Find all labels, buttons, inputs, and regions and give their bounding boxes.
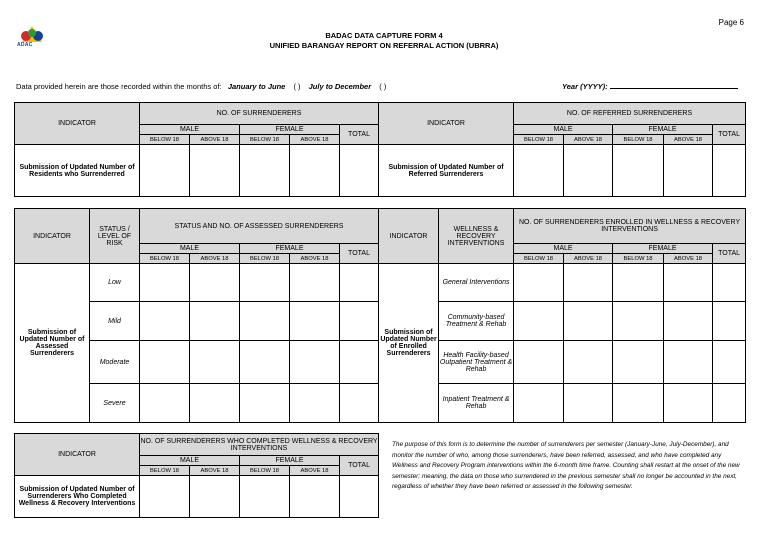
entry-cell[interactable] (190, 476, 240, 518)
male-header: MALE (140, 456, 240, 466)
indicator-header: INDICATOR (15, 103, 140, 145)
entry-cell[interactable] (664, 341, 713, 384)
completed-surrenderers-label: Submission of Updated Number of Surrenderers Who Completed Wellness & Recovery Interventions (15, 476, 140, 518)
entry-cell[interactable] (290, 145, 340, 197)
entry-cell[interactable] (664, 264, 713, 302)
entry-cell[interactable] (140, 476, 190, 518)
female-header: FEMALE (613, 244, 713, 254)
intervention-community: Community-based Treatment & Rehab (439, 302, 514, 341)
entry-cell[interactable] (190, 264, 240, 302)
total-header: TOTAL (340, 125, 379, 145)
female-header: FEMALE (613, 125, 713, 135)
below18-header: BELOW 18 (140, 254, 190, 264)
above18-header: ABOVE 18 (290, 466, 340, 476)
entry-cell[interactable] (664, 302, 713, 341)
entry-cell[interactable] (190, 145, 240, 197)
entry-cell[interactable] (290, 264, 340, 302)
entry-cell[interactable] (240, 341, 290, 384)
below18-header: BELOW 18 (240, 135, 290, 145)
entry-cell[interactable] (564, 341, 613, 384)
entry-cell[interactable] (514, 384, 564, 423)
entry-cell[interactable] (340, 341, 379, 384)
purpose-note: The purpose of this form is to determine the number of surrenderers per semester (January-June, July-December), and monitor the number of who, among those surrenderers, have been referred, assessed, and who have completed any Wellness and Recovery Program interventions within the 6-month time frame. Counting shall restart at the onset of the new semester; meaning, the data on those who surrendered in the previous semester shall no longer be accounted in the next, regardless of whether they have been referred or assessed in the following semester. (392, 441, 740, 490)
residents-surrendered-label: Submission of Updated Number of Residents who Surrenderred (15, 145, 140, 197)
entry-cell[interactable] (713, 384, 746, 423)
surrenderers-header: NO. OF SURRENDERERS (140, 103, 379, 125)
year-label: Year (YYYY): (562, 82, 608, 91)
risk-level-low: Low (90, 264, 140, 302)
intervention-health-facility: Health Facility-based Outpatient Treatment & Rehab (439, 341, 514, 384)
assessed-header: STATUS AND NO. OF ASSESSED SURRENDERERS (140, 209, 379, 244)
entry-cell[interactable] (290, 476, 340, 518)
above18-header: ABOVE 18 (290, 254, 340, 264)
entry-cell[interactable] (514, 302, 564, 341)
entry-cell[interactable] (340, 384, 379, 423)
logo-text: ADAC (17, 42, 33, 48)
above18-header: ABOVE 18 (564, 254, 613, 264)
indicator-header: INDICATOR (15, 434, 140, 476)
above18-header: ABOVE 18 (564, 135, 613, 145)
entry-cell[interactable] (290, 384, 340, 423)
entry-cell[interactable] (340, 476, 379, 518)
entry-cell[interactable] (190, 341, 240, 384)
entry-cell[interactable] (140, 341, 190, 384)
total-header: TOTAL (713, 244, 746, 264)
entry-cell[interactable] (713, 145, 746, 197)
entry-cell[interactable] (613, 341, 664, 384)
female-header: FEMALE (240, 244, 340, 254)
entry-cell[interactable] (140, 264, 190, 302)
risk-level-moderate: Moderate (90, 341, 140, 384)
entry-cell[interactable] (514, 145, 564, 197)
entry-cell[interactable] (713, 302, 746, 341)
entry-cell[interactable] (140, 384, 190, 423)
above18-header: ABOVE 18 (664, 254, 713, 264)
option-jan-jun: January to June (227, 82, 286, 91)
above18-header: ABOVE 18 (664, 135, 713, 145)
entry-cell[interactable] (613, 302, 664, 341)
form-title: BADAC DATA CAPTURE FORM 4 (325, 31, 443, 40)
intervention-inpatient: Inpatient Treatment & Rehab (439, 384, 514, 423)
below18-header: BELOW 18 (140, 135, 190, 145)
total-header: TOTAL (713, 125, 746, 145)
entry-cell[interactable] (713, 341, 746, 384)
entry-cell[interactable] (514, 264, 564, 302)
entry-cell[interactable] (240, 145, 290, 197)
entry-cell[interactable] (340, 145, 379, 197)
entry-cell[interactable] (613, 264, 664, 302)
assessed-surrenderers-label: Submission of Updated Number of Assessed Surrenderers (15, 264, 90, 423)
entry-cell[interactable] (190, 384, 240, 423)
referred-surrenderers-label: Submission of Updated Number of Referred Surrenderers (379, 145, 514, 197)
above18-header: ABOVE 18 (290, 135, 340, 145)
entry-cell[interactable] (664, 384, 713, 423)
entry-cell[interactable] (140, 302, 190, 341)
below18-header: BELOW 18 (140, 466, 190, 476)
assessed-enrolled-table (14, 208, 746, 423)
checkbox-jul-dec[interactable]: ( ) (379, 82, 387, 91)
below18-header: BELOW 18 (613, 135, 664, 145)
surrenderers-table (14, 102, 746, 197)
indicator-header: INDICATOR (379, 103, 514, 145)
entry-cell[interactable] (140, 145, 190, 197)
entry-cell[interactable] (240, 264, 290, 302)
entry-cell[interactable] (564, 384, 613, 423)
entry-cell[interactable] (564, 145, 613, 197)
risk-level-severe: Severe (90, 384, 140, 423)
entry-cell[interactable] (240, 476, 290, 518)
male-header: MALE (514, 244, 613, 254)
risk-level-mild: Mild (90, 302, 140, 341)
wellness-header: WELLNESS & RECOVERY INTERVENTIONS (439, 209, 514, 264)
entry-cell[interactable] (340, 302, 379, 341)
female-header: FEMALE (240, 125, 340, 135)
entry-cell[interactable] (664, 145, 713, 197)
enrolled-surrenderers-label: Submission of Updated Number of Enrolled Surrenderers (379, 264, 439, 423)
below18-header: BELOW 18 (240, 466, 290, 476)
year-field[interactable] (562, 82, 738, 91)
entry-cell[interactable] (514, 341, 564, 384)
intervention-general: General Interventions (439, 264, 514, 302)
entry-cell[interactable] (613, 384, 664, 423)
below18-header: BELOW 18 (240, 254, 290, 264)
male-header: MALE (140, 125, 240, 135)
year-blank[interactable] (610, 82, 738, 89)
male-header: MALE (140, 244, 240, 254)
months-prefix: Data provided herein are those recorded within the months of: (16, 82, 222, 91)
months-line (16, 82, 392, 91)
referred-header: NO. OF REFERRED SURRENDERERS (514, 103, 746, 125)
entry-cell[interactable] (713, 264, 746, 302)
below18-header: BELOW 18 (514, 135, 564, 145)
status-header: STATUS / LEVEL OF RISK (90, 209, 140, 264)
male-header: MALE (514, 125, 613, 135)
completed-header: NO. OF SURRENDERERS WHO COMPLETED WELLNESS & RECOVERY INTERVENTIONS (140, 434, 379, 456)
above18-header: ABOVE 18 (190, 254, 240, 264)
below18-header: BELOW 18 (613, 254, 664, 264)
entry-cell[interactable] (564, 302, 613, 341)
entry-cell[interactable] (240, 384, 290, 423)
entry-cell[interactable] (290, 341, 340, 384)
entry-cell[interactable] (613, 145, 664, 197)
entry-cell[interactable] (564, 264, 613, 302)
above18-header: ABOVE 18 (190, 135, 240, 145)
option-jul-dec: July to December (308, 82, 372, 91)
entry-cell[interactable] (340, 264, 379, 302)
below18-header: BELOW 18 (514, 254, 564, 264)
indicator-header: INDICATOR (379, 209, 439, 264)
total-header: TOTAL (340, 456, 379, 476)
form-subtitle: UNIFIED BARANGAY REPORT ON REFERRAL ACTION (UBRRA) (269, 41, 499, 50)
above18-header: ABOVE 18 (190, 466, 240, 476)
page-number: Page 6 (718, 18, 744, 27)
checkbox-jan-jun[interactable]: ( ) (293, 82, 301, 91)
indicator-header: INDICATOR (15, 209, 90, 264)
entry-cell[interactable] (290, 302, 340, 341)
enrolled-header: NO. OF SURRENDERERS ENROLLED IN WELLNESS & RECOVERY INTERVENTIONS (514, 209, 746, 244)
completed-table (14, 433, 379, 518)
total-header: TOTAL (340, 244, 379, 264)
entry-cell[interactable] (240, 302, 290, 341)
entry-cell[interactable] (190, 302, 240, 341)
female-header: FEMALE (240, 456, 340, 466)
